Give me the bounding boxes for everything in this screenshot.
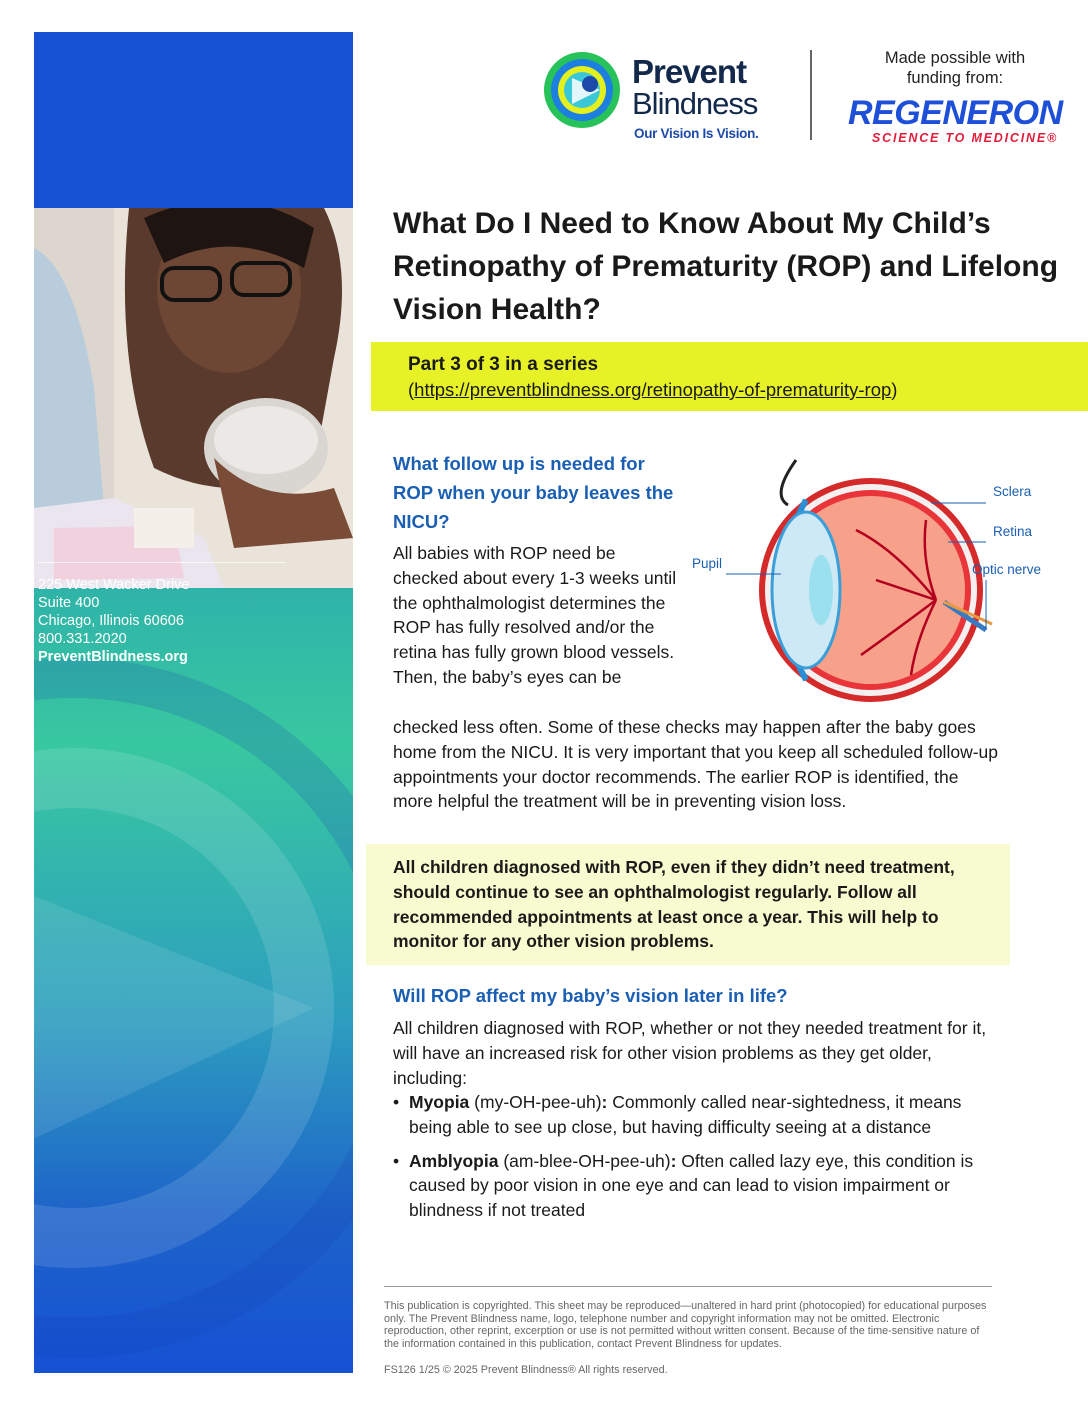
series-label: Part 3 of 3 in a series bbox=[408, 354, 599, 375]
colon: : bbox=[670, 1150, 677, 1171]
open-paren: ( bbox=[408, 379, 415, 400]
sidebar-divider bbox=[38, 562, 286, 563]
series-link-line bbox=[408, 379, 897, 401]
photo-illustration bbox=[34, 208, 353, 588]
copyright-disclaimer: This publication is copyrighted. This sheet may be reproduced—unaltered in hard print (photocopied) for educational purposes only. The Prevent Blindness name, logo, telephone number and copyright information may not be omitted. Electronic reproduction, other reprint, excerption or use is not permitted without written consent. Because of the time-sensitive nature of the information contained in this publication, contact Prevent Blindness for updates. bbox=[384, 1300, 987, 1350]
followup-paragraph-b: checked less often. Some of these checks may happen after the baby goes home from the NICU. It is very important that you keep all scheduled follow-up appointments your doctor recommends. The earlier ROP is identified, the more helpful the treatment will be in preventing vision loss. bbox=[393, 717, 998, 812]
logo-tagline: Our Vision Is Vision. bbox=[634, 126, 759, 141]
address-line1: 225 West Wacker Drive bbox=[38, 577, 190, 593]
contact-address bbox=[38, 576, 190, 666]
definition-myopia: Commonly called near-sightedness, it means being able to see up close, but having difficulty seeing at a distance bbox=[409, 1092, 962, 1137]
sidebar-blue-panel bbox=[34, 32, 353, 208]
footer-divider bbox=[384, 1286, 992, 1287]
label-pupil: Pupil bbox=[692, 556, 723, 571]
followup-paragraph-a: All babies with ROP need be checked about every 1-3 weeks until the ophthalmologist determines the ROP has fully resolved and/or the retina has fully grown blood vessels. Then, the baby’s eyes can be bbox=[393, 543, 677, 687]
close-paren: ) bbox=[891, 379, 898, 400]
phone-number: 800.331.2020 bbox=[38, 631, 127, 647]
page-title: What Do I Need to Know About My Child’s Retinopathy of Prematurity (ROP) and Lifelong Vision Health? bbox=[393, 207, 1059, 326]
footer-copyright: FS126 1/25 © 2025 Prevent Blindness® All rights reserved. bbox=[384, 1364, 668, 1376]
decorative-eye-graphic bbox=[34, 588, 353, 1373]
definition-amblyopia: Often called lazy eye, this condition is caused by poor vision in one eye and can lead to vision impairment or blindness if not treated bbox=[409, 1150, 974, 1221]
later-life-heading: Will ROP affect my baby’s vision later in life? bbox=[393, 985, 788, 1006]
term-amblyopia: Amblyopia bbox=[409, 1150, 499, 1171]
eye-anatomy-diagram bbox=[686, 440, 1058, 702]
pronunciation-amblyopia: (am-blee-OH-pee-uh) bbox=[498, 1150, 671, 1171]
list-item bbox=[393, 1090, 993, 1140]
sponsor-logo: REGENERON bbox=[848, 94, 1063, 132]
bullet-dot: • bbox=[393, 1092, 400, 1112]
colon: : bbox=[601, 1092, 608, 1112]
vision-problems-list bbox=[393, 1090, 993, 1232]
label-optic-nerve: Optic nerve bbox=[972, 562, 1042, 577]
funding-text: Made possible with funding from: bbox=[884, 49, 1026, 87]
website-link[interactable]: PreventBlindness.org bbox=[38, 649, 188, 665]
sidebar bbox=[34, 32, 353, 1373]
address-line3: Chicago, Illinois 60606 bbox=[38, 613, 184, 629]
logo-name-line2: Blindness bbox=[632, 86, 758, 121]
label-sclera: Sclera bbox=[993, 484, 1032, 499]
series-url-link[interactable]: https://preventblindness.org/retinopathy-of-prematurity-rop bbox=[414, 379, 892, 400]
callout-text: All children diagnosed with ROP, even if they didn’t need treatment, should continue to see an ophthalmologist regularly. Follow all recommended appointments at least once a year. This will help to monitor for any other vision problems. bbox=[393, 857, 955, 952]
sidebar-gradient-panel bbox=[34, 588, 353, 1373]
pronunciation-myopia: (my-OH-pee-uh) bbox=[469, 1092, 602, 1112]
sponsor-tagline: SCIENCE TO MEDICINE® bbox=[872, 131, 1058, 145]
later-life-paragraph: All children diagnosed with ROP, whether or not they needed treatment for it, will have an increased risk for other vision problems as they get older, including: bbox=[393, 1018, 987, 1088]
mother-and-baby-photo bbox=[34, 208, 353, 588]
label-retina: Retina bbox=[993, 524, 1033, 539]
followup-heading: What follow up is needed for ROP when your baby leaves the NICU? bbox=[393, 453, 674, 532]
list-item bbox=[393, 1149, 993, 1223]
header-divider bbox=[810, 50, 812, 140]
logo-name-line1: Prevent bbox=[632, 53, 747, 90]
address-line2: Suite 400 bbox=[38, 595, 100, 611]
bullet-dot: • bbox=[393, 1150, 400, 1171]
term-myopia: Myopia bbox=[409, 1092, 470, 1112]
